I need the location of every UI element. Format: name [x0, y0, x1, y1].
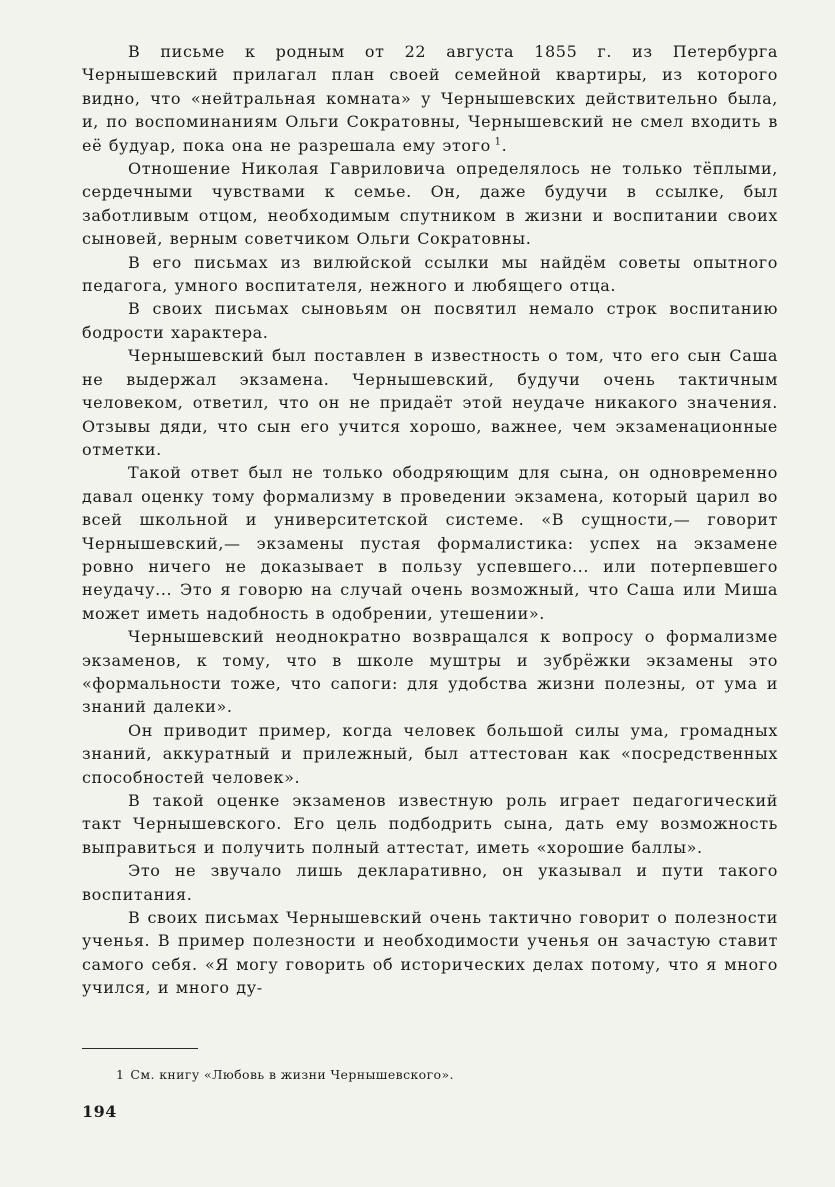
paragraph-5: Чернышевский был поставлен в известность о том, что его сын Саша не выдержал экзамена. Чернышевский, будучи очень тактичным человеком, ответил, что он не придаёт этой неудаче никакого значения. Отзывы дяди, что сын его учится хорошо, важнее, чем экзаменационные отметки. [82, 346, 778, 459]
paragraph-7: Чернышевский неоднократно возвращался к вопросу о формализме экзаменов, к тому, что в школе муштры и зубрёжки экзамены это «формальности тоже, что сапоги: для удобства жизни полезны, от ума и знаний далеки». [82, 627, 778, 717]
paragraph-11: В своих письмах Чернышевский очень тактично говорит о полезности ученья. В пример полезности и необходимости ученья он зачастую ставит самого себя. «Я могу говорить об исторических делах потому, что я много учился, и много ду- [82, 908, 778, 998]
footnote [116, 1067, 454, 1082]
footnote-divider [82, 1048, 198, 1049]
paragraph-4: В своих письмах сыновьям он посвятил немало строк воспитанию бодрости характера. [82, 299, 778, 342]
paragraph-1-text: В письме к родным от 22 августа 1855 г. из Петербурга Чернышевский прилагал план своей семейной квартиры, из которого видно, что «нейтральная комната» у Чернышевских действительно была, и, по воспоминаниям Ольги Сократовны, Чернышевский не смел входить в её будуар, пока она не разрешала ему этого [82, 42, 778, 155]
paragraph-2: Отношение Николая Гавриловича определялось не только тёплыми, сердечными чувствами к семье. Он, даже будучи в ссылке, был заботливым отцом, необходимым спутником в жизни и воспитании своих сыновей, верным советчиком Ольги Сократовны. [82, 159, 778, 249]
paragraph-9: В такой оценке экзаменов известную роль играет педагогический такт Чернышевского. Его цель подбодрить сына, дать ему возможность выправиться и получить полный аттестат, иметь «хорошие баллы». [82, 791, 778, 857]
body-text [82, 40, 778, 1000]
paragraph-3: В его письмах из вилюйской ссылки мы найдём советы опытного педагога, умного воспитателя, нежного и любящего отца. [82, 252, 778, 296]
paragraph-6: Такой ответ был не только ободряющим для сына, он одновременно давал оценку тому формализму в проведении экзамена, который царил во всей школьной и университетской системе. «В сущности,— говорит Чернышевский,— экзамены пустая формалистика: успех на экзамене ровно ничего не доказывает в пользу успевшего... или потерпевшего неудачу... Это я говорю на случай очень возможный, что Саша или Миша может иметь надобность в одобрении, утешении». [82, 463, 778, 623]
footnote-mark: 1 [116, 1067, 125, 1082]
footnote-text: См. книгу «Любовь в жизни Чернышевского». [130, 1067, 454, 1082]
paragraph-10: Это не звучало лишь декларативно, он указывал и пути такого воспитания. [82, 861, 778, 904]
paragraph-8: Он приводит пример, когда человек большой силы ума, громадных знаний, аккуратный и прилежный, был аттестован как «посредственных способностей человек». [82, 720, 778, 787]
page-number: 194 [82, 1102, 117, 1121]
footnote-reference: 1 [494, 136, 502, 148]
paragraph-1: В письме к родным от 22 августа 1855 г. из Петербурга Чернышевский прилагал план своей семейной квартиры, из которого видно, что «нейтральная комната» у Чернышевских действительно была, и, по воспоминаниям Ольги Сократовны, Чернышевский не смел входить в её будуар, пока она не разрешала ему этого $^1$. [82, 42, 778, 155]
